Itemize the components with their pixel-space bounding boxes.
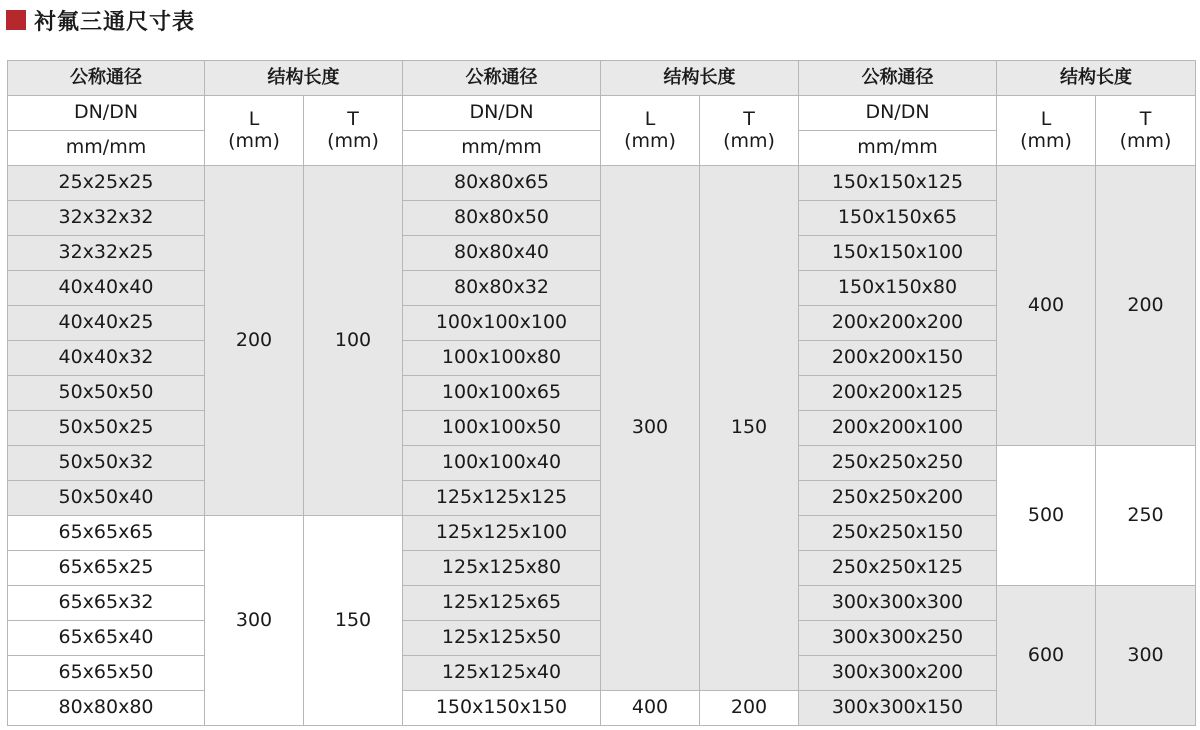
header-T-label: T bbox=[1139, 107, 1152, 130]
header-unit: mm/mm bbox=[403, 131, 601, 166]
dn-cell: 200x200x150 bbox=[799, 341, 997, 376]
dn-cell: 250x250x250 bbox=[799, 446, 997, 481]
dn-cell: 50x50x40 bbox=[8, 481, 205, 516]
dn-cell: 200x200x100 bbox=[799, 411, 997, 446]
dn-cell: 50x50x25 bbox=[8, 411, 205, 446]
dn-cell: 40x40x40 bbox=[8, 271, 205, 306]
header-T bbox=[304, 96, 403, 166]
dn-cell: 100x100x80 bbox=[403, 341, 601, 376]
dn-cell: 80x80x80 bbox=[8, 691, 205, 726]
header-L-unit: (mm) bbox=[624, 129, 676, 152]
length-T-cell: 200 bbox=[1096, 166, 1196, 446]
length-L-cell: 200 bbox=[205, 166, 304, 516]
dn-cell: 40x40x32 bbox=[8, 341, 205, 376]
dn-cell: 80x80x40 bbox=[403, 236, 601, 271]
header-L bbox=[205, 96, 304, 166]
length-L-cell: 300 bbox=[601, 166, 700, 691]
header-T-unit: (mm) bbox=[1119, 129, 1172, 152]
dn-cell: 150x150x100 bbox=[799, 236, 997, 271]
dn-cell: 100x100x100 bbox=[403, 306, 601, 341]
dn-cell: 80x80x50 bbox=[403, 201, 601, 236]
dn-cell: 250x250x150 bbox=[799, 516, 997, 551]
dn-cell: 150x150x150 bbox=[403, 691, 601, 726]
header-T-label: T bbox=[347, 107, 359, 130]
dn-cell: 125x125x40 bbox=[403, 656, 601, 691]
table-row bbox=[8, 166, 1196, 201]
dn-cell: 250x250x125 bbox=[799, 551, 997, 586]
dn-cell: 200x200x125 bbox=[799, 376, 997, 411]
length-L-cell: 300 bbox=[205, 516, 304, 726]
header-L-label: L bbox=[1040, 107, 1052, 130]
dn-cell: 300x300x250 bbox=[799, 621, 997, 656]
length-T-cell: 300 bbox=[1096, 586, 1196, 726]
dn-cell: 25x25x25 bbox=[8, 166, 205, 201]
page-title: 衬氟三通尺寸表 bbox=[34, 9, 196, 35]
header-L bbox=[601, 96, 700, 166]
dn-cell: 100x100x65 bbox=[403, 376, 601, 411]
dn-cell: 125x125x80 bbox=[403, 551, 601, 586]
dn-cell: 65x65x32 bbox=[8, 586, 205, 621]
dn-cell: 150x150x65 bbox=[799, 201, 997, 236]
length-T-cell: 100 bbox=[304, 166, 403, 516]
dn-cell: 50x50x50 bbox=[8, 376, 205, 411]
header-T bbox=[1096, 96, 1196, 166]
header-nominal: 公称通径 bbox=[403, 61, 601, 96]
length-T-cell: 250 bbox=[1096, 446, 1196, 586]
dn-cell: 300x300x200 bbox=[799, 656, 997, 691]
dimension-table bbox=[7, 60, 1196, 726]
header-length: 结构长度 bbox=[205, 61, 403, 96]
dn-cell: 100x100x50 bbox=[403, 411, 601, 446]
dn-cell: 125x125x125 bbox=[403, 481, 601, 516]
header-nominal: 公称通径 bbox=[799, 61, 997, 96]
dn-cell: 32x32x32 bbox=[8, 201, 205, 236]
header-dn: DN/DN bbox=[403, 96, 601, 131]
dn-cell: 200x200x200 bbox=[799, 306, 997, 341]
dn-cell: 65x65x40 bbox=[8, 621, 205, 656]
header-row-2 bbox=[8, 96, 1196, 131]
length-T-cell: 150 bbox=[700, 166, 799, 691]
dn-cell: 150x150x80 bbox=[799, 271, 997, 306]
length-L-cell: 400 bbox=[601, 691, 700, 726]
dn-cell: 40x40x25 bbox=[8, 306, 205, 341]
dn-cell: 50x50x32 bbox=[8, 446, 205, 481]
header-row-1 bbox=[8, 61, 1196, 96]
header-L-unit: (mm) bbox=[228, 129, 280, 152]
dn-cell: 80x80x32 bbox=[403, 271, 601, 306]
length-L-cell: 600 bbox=[997, 586, 1096, 726]
length-L-cell: 500 bbox=[997, 446, 1096, 586]
dn-cell: 250x250x200 bbox=[799, 481, 997, 516]
header-T-label: T bbox=[743, 107, 755, 130]
header-dn: DN/DN bbox=[799, 96, 997, 131]
header-unit: mm/mm bbox=[799, 131, 997, 166]
title-bar bbox=[6, 4, 195, 36]
header-T bbox=[700, 96, 799, 166]
dn-cell: 32x32x25 bbox=[8, 236, 205, 271]
header-nominal: 公称通径 bbox=[8, 61, 205, 96]
header-length: 结构长度 bbox=[601, 61, 799, 96]
header-length: 结构长度 bbox=[997, 61, 1196, 96]
header-dn: DN/DN bbox=[8, 96, 205, 131]
header-L bbox=[997, 96, 1096, 166]
header-L-unit: (mm) bbox=[1020, 129, 1072, 152]
dn-cell: 150x150x125 bbox=[799, 166, 997, 201]
header-L-label: L bbox=[248, 107, 260, 130]
dn-cell: 100x100x40 bbox=[403, 446, 601, 481]
length-L-cell: 400 bbox=[997, 166, 1096, 446]
length-T-cell: 150 bbox=[304, 516, 403, 726]
dn-cell: 65x65x65 bbox=[8, 516, 205, 551]
dn-cell: 300x300x300 bbox=[799, 586, 997, 621]
header-T-unit: (mm) bbox=[723, 129, 775, 152]
header-unit: mm/mm bbox=[8, 131, 205, 166]
dn-cell: 300x300x150 bbox=[799, 691, 997, 726]
length-T-cell: 200 bbox=[700, 691, 799, 726]
header-T-unit: (mm) bbox=[327, 129, 379, 152]
dn-cell: 125x125x65 bbox=[403, 586, 601, 621]
dn-cell: 80x80x65 bbox=[403, 166, 601, 201]
dn-cell: 125x125x50 bbox=[403, 621, 601, 656]
title-square-icon bbox=[6, 10, 26, 30]
dn-cell: 125x125x100 bbox=[403, 516, 601, 551]
header-L-label: L bbox=[644, 107, 656, 130]
dn-cell: 65x65x25 bbox=[8, 551, 205, 586]
dn-cell: 65x65x50 bbox=[8, 656, 205, 691]
